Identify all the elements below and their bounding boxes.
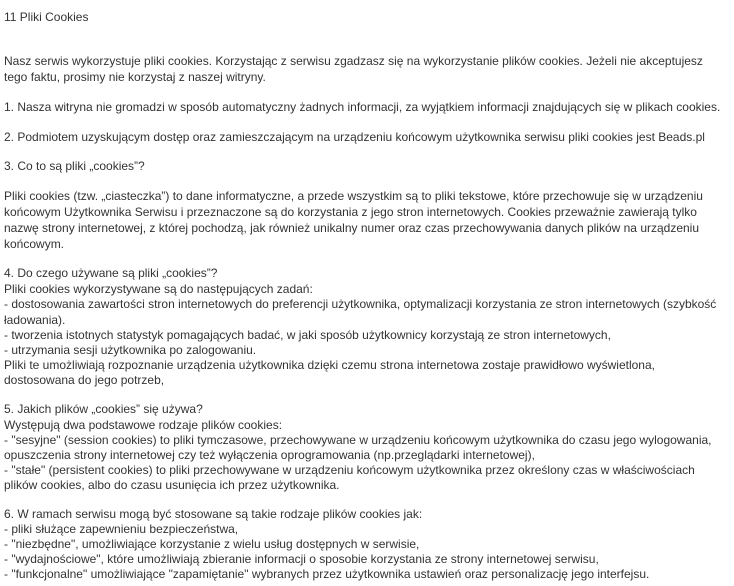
point-3-body-line: końcowym Użytkownika Serwisu i przeznaczone są do korzystania z jego stron internetowych. Cookies przeważnie zawierają tylko (4, 205, 697, 219)
point-6-line: - "wydajnościowe", które umożliwiają zbieranie informacji o sposobie korzystania ze strony internetowej serwisu, (4, 552, 599, 566)
point-5-line: Występują dwa podstawowe rodzaje plików cookies: (4, 418, 283, 432)
point-6-line: - pliki służące zapewnieniu bezpieczeństwa, (4, 522, 239, 536)
point-4-line: - tworzenia istotnych statystyk pomagających badać, w jaki sposób użytkownicy korzystają ze stron internetowych, (4, 328, 611, 342)
point-5-line: - "stałe" (persistent cookies) to pliki przechowywane w urządzeniu końcowym użytkownika przez określony czas w właściwościach (4, 463, 695, 477)
point-4-line: - utrzymania sesji użytkownika po zalogowaniu. (4, 343, 257, 357)
point-1: 1. Nasza witryna nie gromadzi w sposób automatyczny żadnych informacji, za wyjątkiem informacji znajdujących się w plikach cookies. (4, 100, 721, 114)
point-3-body-line: Pliki cookies (tzw. „ciasteczka”) to dane informatyczne, a przede wszystkim są to pliki tekstowe, które przechowuje się w urządzeniu (4, 189, 703, 203)
point-4-line: dostosowana do jego potrzeb, (4, 373, 165, 387)
point-5-line: opuszczenia strony internetowej czy też wyłączenia oprogramowania (np.przeglądarki internetowej), (4, 448, 535, 462)
intro-line: tego faktu, prosimy nie korzystaj z naszej witryny. (4, 70, 266, 84)
point-3-body-line: końcowym. (4, 237, 65, 251)
point-4-line: Pliki te umożliwiają rozpoznanie urządzenia użytkownika dzięki czemu strona internetowa zostaje prawidłowo wyświetlona, (4, 358, 655, 372)
point-5-line: plików cookies, albo do czasu usunięcia ich przez użytkownika. (4, 478, 340, 492)
point-3-heading: 3. Co to są pliki „cookies”? (4, 159, 145, 173)
point-4-line: Pliki cookies wykorzystywane są do następujących zadań: (4, 282, 313, 296)
document-title: 11 Pliki Cookies (4, 10, 89, 24)
point-4-line: - dostosowania zawartości stron internetowych do preferencji użytkownika, optymalizacji korzystania ze stron internetowych (szybkość (4, 297, 717, 311)
point-3-body-line: nazwę strony internetowej, z której pochodzą, jak również unikalny numer oraz czas przechowywania danych plików na urządzeniu (4, 221, 700, 235)
point-4-line: ładowania). (4, 313, 66, 327)
point-6-line: - "niezbędne", umożliwiające korzystanie z wielu usług dostępnych w serwisie, (4, 537, 420, 551)
point-6-line: 6. W ramach serwisu mogą być stosowane są takie rodzaje plików cookies jak: (4, 507, 423, 521)
point-5-line: - "sesyjne" (session cookies) to pliki tymczasowe, przechowywane w urządzeniu końcowym użytkownika do czasu jego wylogowania, (4, 433, 712, 447)
point-5-line: 5. Jakich plików „cookies” się używa? (4, 402, 203, 416)
point-2: 2. Podmiotem uzyskującym dostęp oraz zamieszczającym na urządzeniu końcowym użytkownika serwisu pliki cookies jest Beads.pl (4, 130, 705, 144)
intro-line: Nasz serwis wykorzystuje pliki cookies. Korzystając z serwisu zgadzasz się na wykorzystanie plików cookies. Jeżeli nie akceptujesz (4, 54, 703, 68)
point-4-line: 4. Do czego używane są pliki „cookies”? (4, 266, 218, 280)
point-6-line: - "funkcjonalne" umożliwiające "zapamiętanie" wybranych przez użytkownika ustawień oraz personalizację jego interfejsu. (4, 567, 650, 581)
